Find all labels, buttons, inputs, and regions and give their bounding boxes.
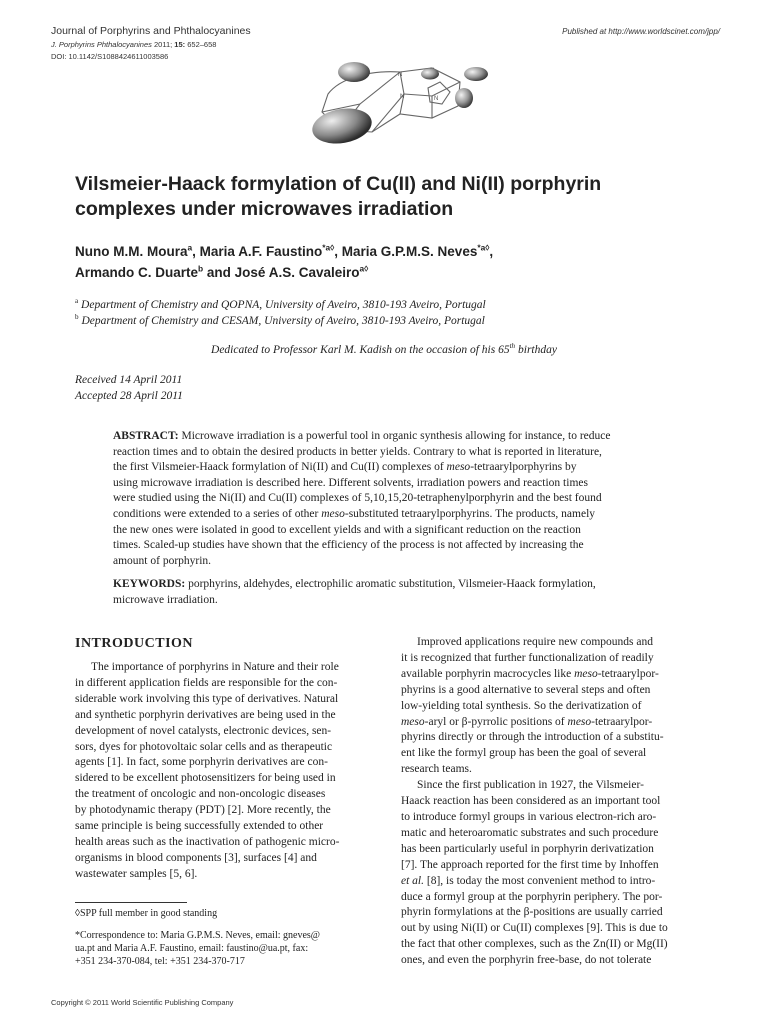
dedication: Dedicated to Professor Karl M. Kadish on the occasion of his 65th birthday (211, 342, 557, 356)
section-heading-introduction: INTRODUCTION (75, 636, 194, 651)
text-line: meso-aryl or β-pyrrolic positions of meso-tetraarylpor- (401, 715, 653, 728)
svg-text:N: N (434, 96, 439, 102)
journal-citation (51, 39, 216, 50)
published-at-link[interactable]: Published at http://www.worldscinet.com/jpp/ (562, 27, 720, 36)
affiliation-a: $^a$ Department of Chemistry and QOPNA, University of Aveiro, 3810-193 Aveiro, Portugal (75, 297, 486, 311)
author-line-2: Armando C. Duarte$^b$ and José A.S. Cavaleiro$^{a◊}$ (75, 263, 369, 280)
doi: DOI: 10.1142/S1088424611003586 (51, 52, 169, 61)
copyright-notice: Copyright © 2011 World Scientific Publishing Company (51, 998, 234, 1007)
text-line: has been particularly useful in porphyrin derivatization (401, 842, 654, 855)
article-title (75, 172, 601, 222)
keywords: KEYWORDS: porphyrins, aldehydes, electrophilic aromatic substitution, Vilsmeier-Haack formylation, microwave irradiation. (113, 578, 596, 606)
text-line: and synthetic porphyrin derivatives are being used in the (75, 708, 336, 721)
citation-volume: 15: (174, 40, 186, 49)
text-line: same principle is being successfully extended to other (75, 820, 324, 833)
text-line: available porphyrin macrocycles like meso-tetraarylpor- (401, 667, 659, 680)
journal-name: Journal of Porphyrins and Phthalocyanines (51, 25, 251, 37)
text-line: health areas such as the inactivation of pathogenic micro- (75, 835, 340, 848)
author-line-1: Nuno M.M. Moura$^a$, Maria A.F. Faustino$^{*a◊}$, Maria G.P.M.S. Neves$^{*a◊}$, (75, 242, 494, 259)
affiliation-mark: b (75, 312, 79, 321)
footnote-correspondence: *Correspondence to: Maria G.P.M.S. Neves, email: gneves@ ua.pt and Maria A.F. Faustino, email: faustino@ua.pt, fax: +351 234-370-084, tel: +351 234-370-717 (75, 930, 320, 967)
text-line: matic and heteroaromatic substrates and such procedure (401, 826, 659, 839)
author-name: Maria G.P.M.S. Neves (341, 244, 478, 259)
text-line: ones, and even the porphyrin free-base, do not tolerate (401, 954, 652, 967)
citation-journal: J. Porphyrins Phthalocyanines (51, 40, 152, 49)
affiliations (75, 298, 486, 329)
author-affil-mark: *a◊ (322, 242, 335, 253)
text-line: [7]. The approach reported for the first time by Inhoffen (401, 858, 659, 871)
text-line: sidered to be excellent photosensitizers for being used in (75, 772, 336, 785)
svg-text:N: N (398, 72, 403, 78)
text-line: wastewater samples [5, 6]. (75, 867, 198, 880)
accepted-date: Accepted 28 April 2011 (75, 389, 183, 402)
author-affil-mark: b (198, 263, 204, 274)
text-line: sors, dyes for photovoltaic solar cells and as therapeutic (75, 740, 333, 753)
author-name: Nuno M.M. Moura (75, 244, 188, 259)
text-line: the treatment of oncologic and non-oncologic diseases (75, 788, 326, 801)
keywords-label: KEYWORDS: (113, 578, 186, 590)
text-line: by photodynamic therapy (PDT) [2]. More recently, the (75, 804, 331, 817)
abstract-label: ABSTRACT: (113, 430, 179, 442)
text-line: development of novel catalysts, electronic devices, sen- (75, 724, 332, 737)
text-line: The importance of porphyrins in Nature and their role (91, 661, 339, 673)
affiliation-b: $^b$ Department of Chemistry and CESAM, University of Aveiro, 3810-193 Aveiro, Portugal (75, 312, 485, 327)
text-line: Since the first publication in 1927, the Vilsmeier- (417, 779, 644, 792)
intro-right-column (401, 635, 706, 969)
footnote-divider (75, 902, 187, 903)
text-line: phyrin formylations at the β-positions are usually carried (401, 906, 663, 919)
text-line: phyrins directly or through the introduction of a substitu- (401, 731, 664, 744)
svg-text:N: N (400, 94, 405, 100)
text-line: Haack reaction has been considered as an important tool (401, 795, 661, 808)
journal-logo-molecule (300, 52, 505, 152)
author-affil-mark: a◊ (359, 263, 369, 274)
text-line: to introduce formyl groups in various electron-rich aro- (401, 810, 657, 823)
author-name: Maria A.F. Faustino (199, 244, 323, 259)
text-line: out by using Ni(II) or Cu(II) complexes [9]. This is due to (401, 922, 668, 935)
text-line: duce a formyl group at the porphyrin periphery. The por- (401, 890, 663, 903)
footnote-spp: ◊SPP full member in good standing (75, 908, 218, 919)
received-date: Received 14 April 2011 (75, 374, 183, 386)
article-dates (75, 373, 183, 404)
text-line: research teams. (401, 763, 472, 776)
text-line: siderable work involving this type of derivatives. Natural (75, 692, 339, 705)
intro-paragraph-2 (401, 635, 706, 778)
text-line: phyrins is a good alternative to several steps and often (401, 683, 651, 696)
text-line: low-yielding total synthesis. So the derivatization of (401, 699, 642, 712)
intro-paragraph-1 (75, 660, 379, 883)
affiliation-mark: a (75, 297, 79, 306)
text-line: agents [1]. In fact, some porphyrin derivatives are con- (75, 756, 328, 769)
abstract: ABSTRACT: Microwave irradiation is a powerful tool in organic synthesis allowing for instance, to reduce reaction times and to obtain the desired products in better yields. Contrary to what is reported in literature, the first Vilsmeier-Haack formylation of Ni(II) and Cu(II) complexes of meso-tetraarylporphyrins by using microwave irradiation is described here. Different solvents, irradiation powers and reaction times were studied using the Ni(II) and Cu(II) complexes of 5,10,15,20-tetraphenylporphyrin and the best found conditions were extended to a series of other meso-substituted tetraarylporphyrins. The products, namely the new ones were isolated in good to excellent yields and with a significant reduction on the reaction times. Scaled-up studies have shown that the efficiency of the process is not affected by increasing the amount of porphyrin. (113, 430, 611, 567)
author-affil-mark: *a◊ (477, 242, 490, 253)
text-line: in different application fields are responsible for the con- (75, 676, 338, 689)
author-affil-mark: a (187, 242, 193, 253)
title-line-2: complexes under microwaves irradiation (75, 198, 454, 220)
title-line-1: Vilsmeier-Haack formylation of Cu(II) and Ni(II) porphyrin (75, 173, 602, 195)
author-list (75, 241, 493, 283)
text-line: Improved applications require new compounds and (417, 636, 654, 648)
author-name: José A.S. Cavaleiro (234, 265, 360, 280)
citation-pages: 652–658 (187, 40, 217, 49)
text-line: ent like the formyl group has been the goal of several (401, 747, 647, 760)
author-name: Armando C. Duarte (75, 265, 199, 280)
citation-year: 2011; (153, 40, 173, 49)
intro-left-column (75, 660, 379, 883)
text-line: it is recognized that further functionalization of readily (401, 651, 654, 664)
intro-paragraph-3 (401, 778, 706, 969)
text-line: et al. [8], is today the most convenient method to intro- (401, 874, 656, 887)
text-line: organisms in blood components [3], surfaces [4] and (75, 851, 317, 864)
text-line: the fact that other complexes, such as the Zn(II) or Mg(II) (401, 938, 668, 951)
